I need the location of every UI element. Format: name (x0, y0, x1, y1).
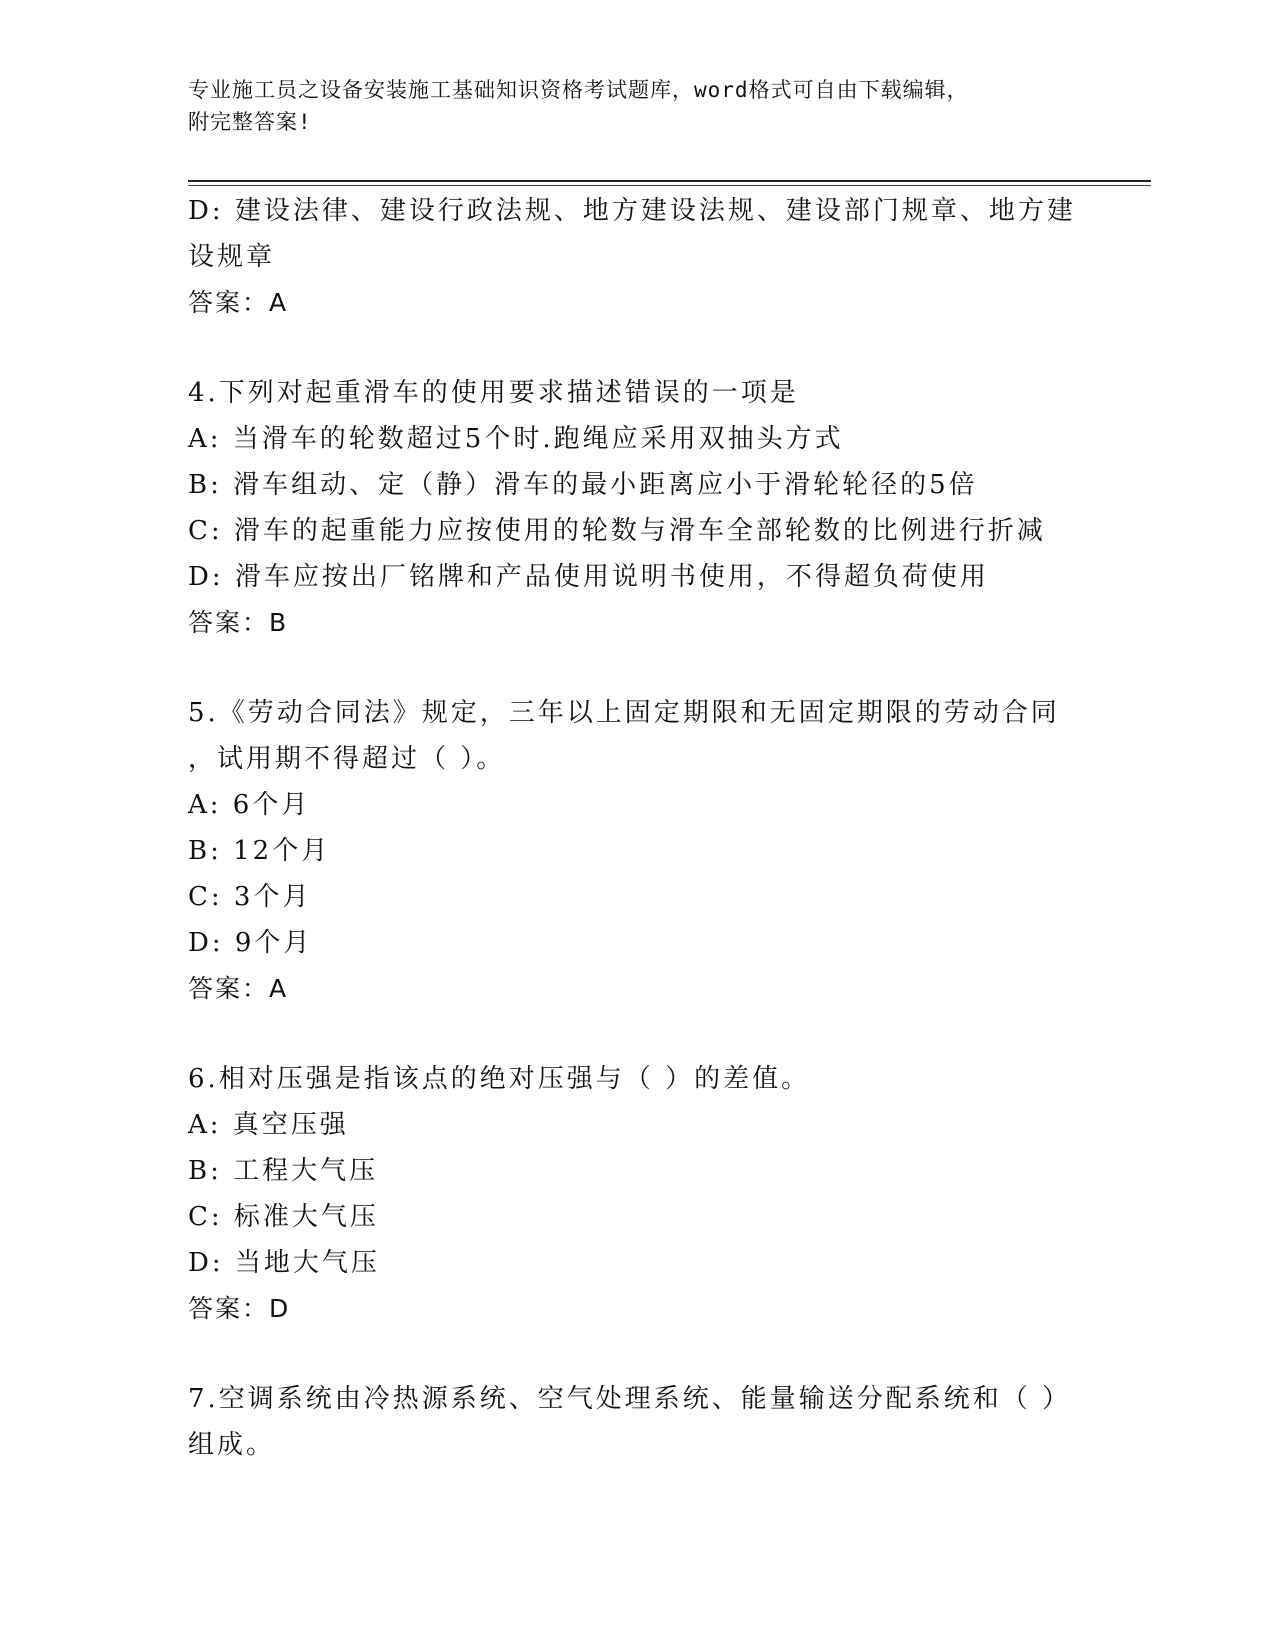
q5-option-a: A: 6个月 (188, 790, 311, 820)
q6-option-c: C: 标准大气压 (188, 1202, 379, 1232)
question-3-tail (188, 188, 1088, 326)
header-divider-thin (188, 185, 1151, 186)
spacer (188, 326, 1088, 370)
q7-stem-line-1: 7.空调系统由冷热源系统、空气处理系统、能量输送分配系统和（ ） (188, 1384, 1072, 1414)
header-title-line-1: 专业施工员之设备安装施工基础知识资格考试题库，word格式可自由下载编辑， (188, 78, 969, 102)
header-title-line-2: 附完整答案! (188, 110, 312, 134)
q4-option-b: B: 滑车组动、定（静）滑车的最小距离应小于滑轮轮径的5倍 (188, 470, 978, 500)
q5-answer: 答案：A (188, 974, 289, 1003)
q4-option-d: D: 滑车应按出厂铭牌和产品使用说明书使用，不得超负荷使用 (188, 562, 989, 592)
q5-stem-line-2: ，试用期不得超过（ ）。 (188, 744, 506, 774)
q4-stem: 4.下列对起重滑车的使用要求描述错误的一项是 (188, 378, 799, 408)
spacer (188, 1332, 1088, 1376)
spacer (188, 646, 1088, 690)
document-header (188, 74, 1078, 138)
q5-option-c: C: 3个月 (188, 882, 312, 912)
q3-answer: 答案：A (188, 288, 289, 317)
question-5 (188, 690, 1088, 1012)
q3-option-d-line-2: 设规章 (188, 242, 276, 272)
question-list (188, 188, 1088, 1468)
q5-option-b: B: 12个月 (188, 836, 331, 866)
header-divider-thick (188, 180, 1151, 182)
q6-stem: 6.相对压强是指该点的绝对压强与（ ）的差值。 (188, 1064, 811, 1094)
q6-option-d: D: 当地大气压 (188, 1248, 380, 1278)
spacer (188, 1012, 1088, 1056)
q5-option-d: D: 9个月 (188, 928, 313, 958)
q4-option-a: A: 当滑车的轮数超过5个时.跑绳应采用双抽头方式 (188, 424, 844, 454)
q6-answer: 答案：D (188, 1294, 291, 1323)
q6-option-a: A: 真空压强 (188, 1110, 349, 1140)
q4-answer: 答案：B (188, 608, 289, 637)
q5-stem-line-1: 5.《劳动合同法》规定，三年以上固定期限和无固定期限的劳动合同 (188, 698, 1060, 728)
q4-option-c: C: 滑车的起重能力应按使用的轮数与滑车全部轮数的比例进行折减 (188, 516, 1046, 546)
q3-option-d-line-1: D: 建设法律、建设行政法规、地方建设法规、建设部门规章、地方建 (188, 196, 1076, 226)
q7-stem-line-2: 组成。 (188, 1430, 276, 1460)
question-4 (188, 370, 1088, 646)
q6-option-b: B: 工程大气压 (188, 1156, 379, 1186)
question-7 (188, 1376, 1088, 1468)
question-6 (188, 1056, 1088, 1332)
